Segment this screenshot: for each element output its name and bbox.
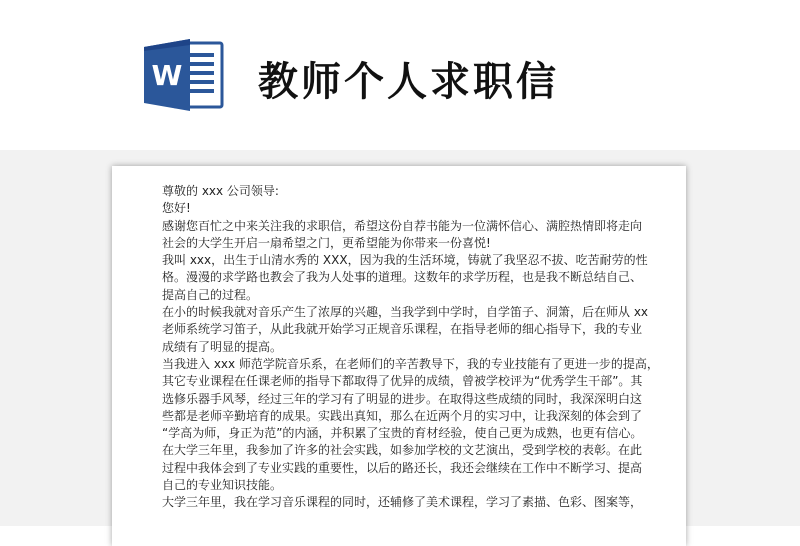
body-line: 在小的时候我就对音乐产生了浓厚的兴趣，当我学到中学时，自学笛子、洞箫，后在师从 xx (162, 305, 649, 320)
body-line: 其它专业课程在任课老师的指导下都取得了优异的成绩，曾被学校评为“优秀学生干部”。其 (162, 374, 643, 389)
body-line: 感谢您百忙之中来关注我的求职信，希望这份自荐书能为一位满怀信心、满腔热情即将走向 (162, 218, 643, 233)
body-line: 当我进入 xxx 师范学院音乐系，在老师们的辛苦教导下，我的专业技能有了更进一步的提高， (162, 356, 659, 371)
body-line: 在大学三年里，我参加了许多的社会实践，如参加学校的文艺演出，受到学校的表彰。在此 (162, 443, 643, 458)
body-line: 些都是老师辛勤培育的成果。实践出真知，那么在近两个月的实习中，让我深刻的体会到了 (162, 408, 643, 423)
body-line: 提高自己的过程。 (162, 287, 259, 302)
body-line: 过程中我体会到了专业实践的重要性，以后的路还长，我还会继续在工作中不断学习、提高 (162, 460, 643, 475)
salutation-line: 尊敬的 xxx 公司领导: (162, 184, 279, 198)
greeting-line: 您好! (162, 201, 191, 216)
body-line: 自己的专业知识技能。 (162, 478, 283, 493)
body-line: 社会的大学生开启一扇希望之门，更希望能为你带来一份喜悦! (162, 235, 491, 250)
body-line: 大学三年里，我在学习音乐课程的同时，还辅修了美术课程，学习了素描、色彩、图案等， (162, 495, 643, 510)
body-line: 选修乐器手风琴，经过三年的学习有了明显的进步。在取得这些成绩的同时，我深深明白这 (162, 391, 643, 406)
body-line: 我叫 xxx，出生于山清水秀的 XXX，因为我的生活环境，铸就了我坚忍不拔、吃苦耐劳的性 (162, 253, 648, 268)
svg-text:W: W (151, 59, 183, 92)
microsoft-word-icon (144, 37, 226, 113)
header (0, 0, 800, 150)
body-line: 老师系统学习笛子，从此我就开始学习正规音乐课程，在指导老师的细心指导下，我的专业 (162, 322, 643, 337)
body-line: 成绩有了明显的提高。 (162, 339, 283, 354)
page-title: 教师个人求职信 (258, 59, 559, 105)
document-body (162, 183, 659, 512)
body-line: “学高为师，身正为范”的内涵，并积累了宝贵的育材经验，使自己更为成熟，也更有信心。 (162, 426, 643, 441)
body-line: 格。漫漫的求学路也教会了我为人处事的道理。这数年的求学历程，也是我不断总结自己、 (162, 270, 643, 285)
